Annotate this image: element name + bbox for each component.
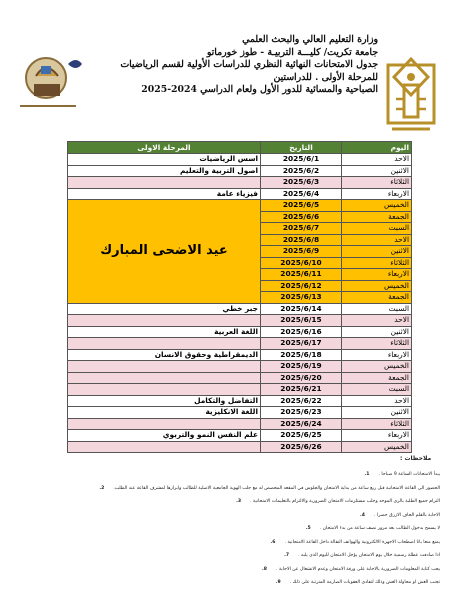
college-logo <box>16 46 86 114</box>
note-text: يجب كتابة المعلومات الضرورية بالاجابة على ورقة الامتحان وعدم الانشغال عن الاجابة . <box>276 566 440 572</box>
note-text: يمنع منعا باتا اصطحاب الاجهزة الالكترونية والهواتف النقالة داخل القاعة الامتحانية . <box>284 539 440 545</box>
cell-day: الاربعاء <box>342 269 412 281</box>
note-number: 4. <box>360 512 365 518</box>
cell-day: السبت <box>342 303 412 315</box>
cell-day: الاثنين <box>342 246 412 258</box>
notes-list <box>20 468 440 590</box>
note-number: 1. <box>364 472 370 477</box>
note-number: 7. <box>284 553 290 558</box>
cell-day: الاربعاء <box>342 188 412 200</box>
cell-day: الجمعة <box>342 372 412 384</box>
cell-day: الاثنين <box>342 165 412 177</box>
cell-subject: علم النفس النمو والتربوي <box>68 430 261 442</box>
note-number: 9. <box>275 580 281 585</box>
cell-day: الثلاثاء <box>342 338 412 350</box>
note-item <box>20 495 440 509</box>
table-row <box>68 165 412 177</box>
cell-date: 2025/6/12 <box>261 280 342 292</box>
cell-date: 2025/6/18 <box>261 349 342 361</box>
cell-subject: اسس الرياضيات <box>68 154 261 166</box>
cell-subject: التفاضل والتكامل <box>68 395 261 407</box>
cell-day: الاربعاء <box>342 430 412 442</box>
cell-subject <box>68 441 261 453</box>
cell-date: 2025/6/16 <box>261 326 342 338</box>
cell-day: الاحد <box>342 234 412 246</box>
table-header-row <box>68 142 412 154</box>
cell-subject: اصول التربية والتعليم <box>68 165 261 177</box>
cell-day: الجمعة <box>342 292 412 304</box>
table-row <box>68 384 412 396</box>
cell-day: الاربعاء <box>342 349 412 361</box>
cell-day: الاثنين <box>342 407 412 419</box>
note-text: لا يسمح بدخول الطالب بعد مرور نصف ساعة من بدء الامتحان . <box>319 526 440 531</box>
notes-title: ملاحظات : <box>400 455 432 462</box>
note-text: اذا صادفت عطلة رسمية خلال يوم الامتحان يؤجل الامتحان لليوم الذي يليه . <box>298 553 440 558</box>
cell-day: الجمعة <box>342 211 412 223</box>
table-row <box>68 177 412 189</box>
table-row <box>68 188 412 200</box>
table-row <box>68 407 412 419</box>
note-item <box>20 509 440 523</box>
table-row <box>68 349 412 361</box>
cell-date: 2025/6/22 <box>261 395 342 407</box>
document-header <box>110 34 378 97</box>
note-text: التزام جميع الطلبة بالزي الموحد وجلب مستلزمات الامتحان الضرورية والالتزام بالتعليمات الامتحانية . <box>250 499 440 504</box>
table-row <box>68 303 412 315</box>
cell-day: الاثنين <box>342 326 412 338</box>
cell-subject <box>68 372 261 384</box>
cell-date: 2025/6/20 <box>261 372 342 384</box>
cell-date: 2025/6/1 <box>261 154 342 166</box>
table-row <box>68 154 412 166</box>
note-number: 5. <box>305 526 311 531</box>
cell-subject: الديمقراطية وحقوق الانسان <box>68 349 261 361</box>
cell-day: الخميس <box>342 200 412 212</box>
column-header-stage: المرحلة الاولى <box>68 142 261 154</box>
cell-date: 2025/6/8 <box>261 234 342 246</box>
table-row <box>68 326 412 338</box>
cell-subject: اللغة العربية <box>68 326 261 338</box>
cell-date: 2025/6/4 <box>261 188 342 200</box>
cell-date: 2025/6/15 <box>261 315 342 327</box>
cell-date: 2025/6/23 <box>261 407 342 419</box>
header-university: جامعة تكريت/ كليـــة التربيـة - طوز خورماتو <box>206 46 378 58</box>
table-row <box>68 338 412 350</box>
cell-subject: جبر خطي <box>68 303 261 315</box>
table-row <box>68 200 412 212</box>
note-item <box>20 522 440 536</box>
cell-date: 2025/6/26 <box>261 441 342 453</box>
cell-day: السبت <box>342 384 412 396</box>
table-row <box>68 395 412 407</box>
cell-day: الخميس <box>342 441 412 453</box>
table-row <box>68 418 412 430</box>
university-logo <box>382 55 440 137</box>
column-header-date: التاريخ <box>261 142 342 154</box>
cell-date: 2025/6/7 <box>261 223 342 235</box>
note-item <box>20 482 440 496</box>
note-text: الاجابة بالقلم الجاف الازرق حصرا . <box>374 512 440 518</box>
note-number: 2. <box>99 485 105 491</box>
cell-day: الاحد <box>342 315 412 327</box>
cell-date: 2025/6/2 <box>261 165 342 177</box>
header-ministry: وزارة التعليم العالي والبحث العلمي <box>242 34 378 45</box>
cell-date: 2025/6/17 <box>261 338 342 350</box>
table-row <box>68 441 412 453</box>
cell-subject <box>68 418 261 430</box>
cell-day: الاحد <box>342 395 412 407</box>
table-row <box>68 372 412 384</box>
exam-schedule-table <box>67 141 412 453</box>
cell-day: الخميس <box>342 361 412 373</box>
note-text: يبدأ الامتحانات الساعة 9 صباحا . <box>378 472 440 477</box>
cell-date: 2025/6/25 <box>261 430 342 442</box>
cell-date: 2025/6/14 <box>261 303 342 315</box>
cell-subject <box>68 338 261 350</box>
cell-date: 2025/6/3 <box>261 177 342 189</box>
cell-date: 2025/6/24 <box>261 418 342 430</box>
cell-day: السبت <box>342 223 412 235</box>
holiday-cell: عيد الاضحى المبارك <box>68 200 261 304</box>
note-item <box>20 536 440 550</box>
note-number: 8. <box>262 566 267 572</box>
cell-subject <box>68 315 261 327</box>
cell-subject <box>68 384 261 396</box>
table-row <box>68 430 412 442</box>
note-item <box>20 563 440 577</box>
header-year: الصباحية والمسائية للدور الأول ولعام الدراسي 2024-2025 <box>141 84 378 96</box>
note-text: تجنب الغش او محاولة الغش وذلك لتفادي العقوبات الصارمة المترتبة على ذلك . <box>289 580 440 585</box>
table-row <box>68 361 412 373</box>
note-text: الحضور الى القاعة الامتحانية قبل ربع ساعة من بداية الامتحان والجلوس في المقعد المخصص له مع جلب الهوية الجامعية الاصلية للطالب وابرازها لمشرف القاعة عند الطلب. <box>113 485 440 491</box>
cell-subject <box>68 177 261 189</box>
cell-subject: فيزياء عامة <box>68 188 261 200</box>
table-body <box>68 154 412 453</box>
cell-date: 2025/6/5 <box>261 200 342 212</box>
table-row <box>68 315 412 327</box>
cell-date: 2025/6/9 <box>261 246 342 258</box>
cell-date: 2025/6/11 <box>261 269 342 281</box>
cell-day: الثلاثاء <box>342 177 412 189</box>
cell-day: الخميس <box>342 280 412 292</box>
note-item <box>20 468 440 482</box>
cell-day: الثلاثاء <box>342 257 412 269</box>
cell-date: 2025/6/13 <box>261 292 342 304</box>
note-number: 6. <box>270 539 276 545</box>
cell-subject: اللغة الانكليزية <box>68 407 261 419</box>
cell-day: الثلاثاء <box>342 418 412 430</box>
cell-date: 2025/6/21 <box>261 384 342 396</box>
cell-date: 2025/6/10 <box>261 257 342 269</box>
note-number: 3. <box>236 499 242 504</box>
cell-day: الاحد <box>342 154 412 166</box>
cell-date: 2025/6/19 <box>261 361 342 373</box>
header-stage: للمرحلة الأولى . للدراستين <box>273 71 378 83</box>
cell-date: 2025/6/6 <box>261 211 342 223</box>
note-item <box>20 549 440 563</box>
header-schedule-title: جدول الامتحانات النهائية النظري للدراسات الأولية لقسم الرياضيات <box>120 59 378 71</box>
column-header-day: اليوم <box>342 142 412 154</box>
cell-subject <box>68 361 261 373</box>
note-item <box>20 576 440 590</box>
